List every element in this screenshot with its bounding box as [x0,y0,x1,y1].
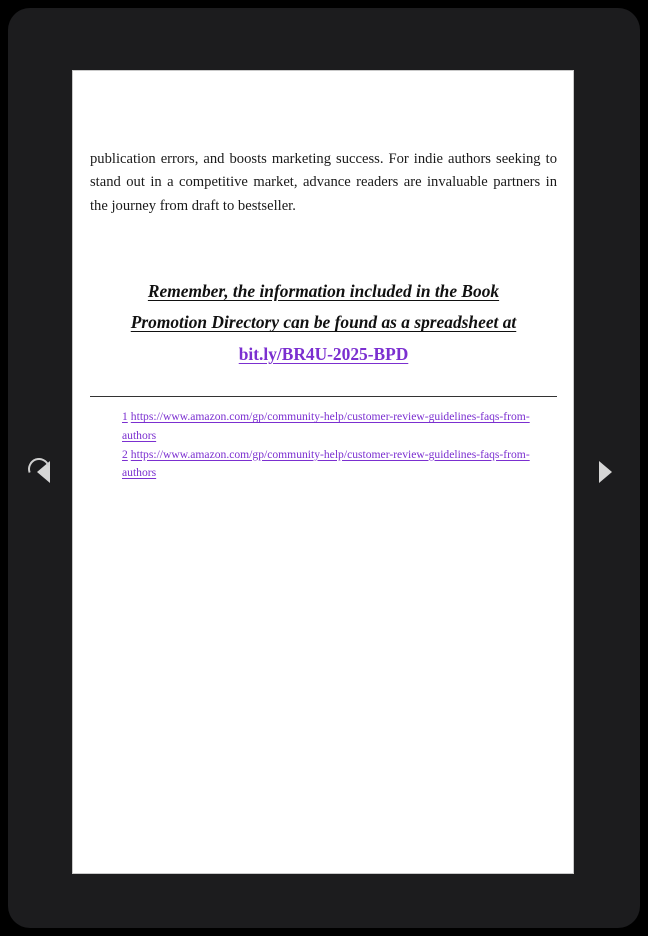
footnote-marker[interactable]: 2 [122,447,128,461]
callout-link[interactable]: bit.ly/BR4U-2025-BPD [238,343,409,364]
page-content [90,148,557,483]
footnote-separator [90,396,557,397]
next-page-button[interactable] [588,455,622,489]
callout-line-2: Promotion Directory can be found as a spreadsheet at [130,312,517,333]
footnote-marker[interactable]: 1 [122,410,128,424]
body-paragraph: publication errors, and boosts marketing success. For indie authors seeking to stand out in a competitive market, advance readers are invaluable partners in the journey from draft to bestseller. [90,151,557,214]
footnote-list [90,408,557,482]
footnote-item [122,408,557,445]
footnote-link[interactable]: https://www.amazon.com/gp/community-help/customer-review-guidelines-faqs-from-authors [122,447,530,480]
callout-line-1: Remember, the information included in the Book [147,280,500,301]
footnote-item [122,446,557,483]
chevron-right-icon [599,461,612,483]
document-page [73,71,573,873]
callout-block [90,276,557,371]
footnote-link[interactable]: https://www.amazon.com/gp/community-help/customer-review-guidelines-faqs-from-authors [122,410,530,442]
